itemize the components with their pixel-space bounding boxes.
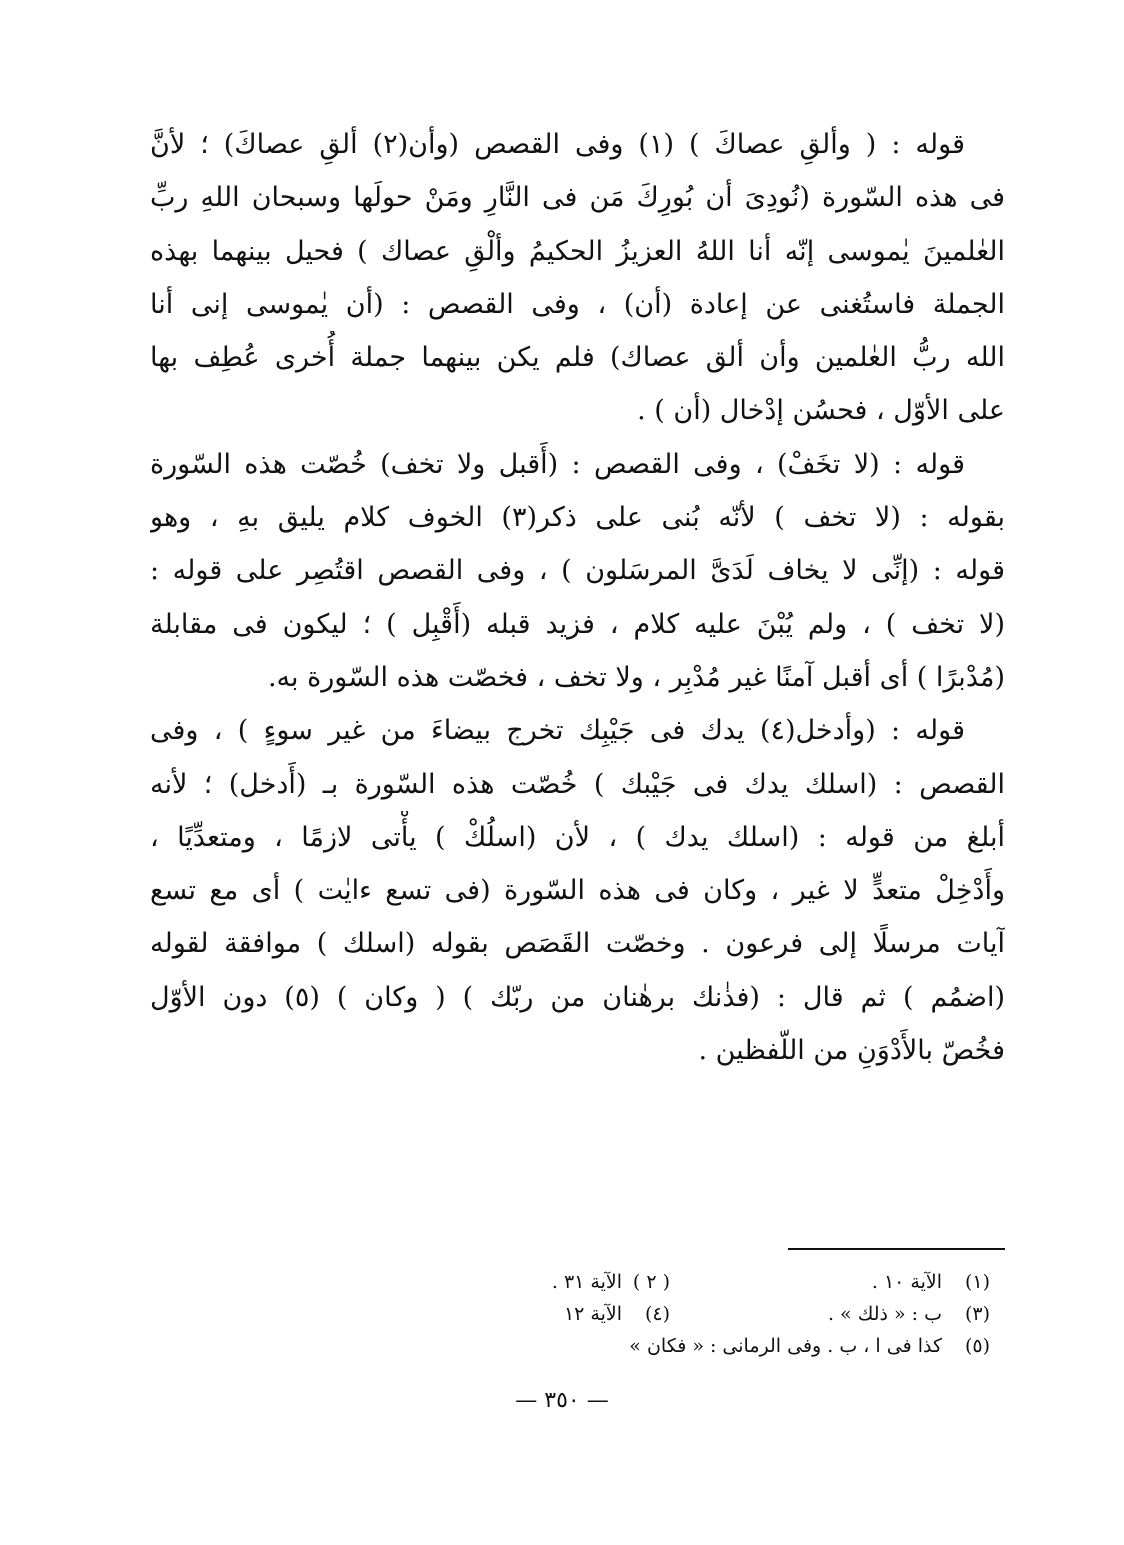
footnote-text: كذا فى ا ، ب . وفى الرمانى : « فكان » <box>629 1335 942 1357</box>
body-line: قوله : (إنِّى لا يخاف لَدَىَّ المرسَلون ) ، وفى القصص اقتُصِر على قوله : <box>150 555 1005 587</box>
footnotes <box>350 1266 990 1362</box>
footnote-4 <box>350 1298 670 1330</box>
body-line: الجملة فاستُغنى عن إعادة (أن) ، وفى القصص : (أن يٰموسى إنى أنا <box>150 288 1005 320</box>
footnote-number: (٤) <box>644 1303 670 1325</box>
footnote-number: ( ٢ ) <box>632 1271 670 1293</box>
footnote-row <box>350 1298 990 1330</box>
footnote-separator <box>788 1248 1005 1250</box>
footnote-number: (٣) <box>964 1303 990 1325</box>
body-line: أبلغ من قوله : (اسلك يدك ) ، لأن (اسلُكْ ) يأْتى لازمًا ، ومتعدِّيًا ، <box>150 821 1005 853</box>
footnote-2 <box>350 1266 670 1298</box>
body-line: آيات مرسلًا إلى فرعون . وخصّت القَصَص بقوله (اسلك ) موافقة لقوله <box>150 928 1005 960</box>
body-line: على الأوّل ، فحسُن إدْخال (أن ) . <box>637 395 1005 427</box>
page-number: — ٣٥٠ — <box>515 1388 609 1413</box>
body-line: فى هذه السّورة (نُودِىَ أن بُورِكَ مَن فى النَّارِ ومَنْ حولَها وسبحان اللهِ ربِّ <box>150 182 1005 214</box>
body-line: بقوله : (لا تخف ) لأنّه بُنى على ذكر(٣) الخوف كلام يليق بهِ ، وهو <box>150 502 1005 534</box>
footnote-text: الآية ٣١ . <box>551 1271 622 1293</box>
footnote-text: الآية ١٠ . <box>871 1271 942 1293</box>
body-line: القصص : (اسلك يدك فى جَيْبك ) خُصّت هذه السّورة بـ (أَدخل) ؛ لأنه <box>150 768 1005 800</box>
footnote-3 <box>670 1298 990 1330</box>
body-line: العٰلمينَ يٰموسى إنّه أنا اللهُ العزيزُ الحكيمُ وألْقِ عصاك ) فحيل بينهما بهذه <box>150 235 1005 267</box>
footnote-1 <box>670 1266 990 1298</box>
body-line: (مُدْبرًا ) أى أقبل آمنًا غير مُدْبِر ، ولا تخف ، فخصّت هذه السّورة به. <box>267 661 1005 693</box>
body-line: قوله : ( وألقِ عصاكَ ) (١) وفى القصص (وأن(٢) ألقِ عصاكَ) ؛ لأنَّ <box>150 129 965 160</box>
body-line: فخُصّ بالأَدْوَنِ من اللّفظين . <box>698 1035 1005 1067</box>
body-line: وأَدْخِلْ متعدٍّ لا غير ، وكان فى هذه السّورة (فى تسع ءايٰت ) أى مع تسع <box>150 875 1005 907</box>
footnote-number: (١) <box>964 1271 990 1293</box>
footnote-text: ب : « ذلك » . <box>827 1303 942 1325</box>
footnote-number: (٥) <box>964 1335 990 1357</box>
footnote-row <box>350 1330 990 1362</box>
footnote-row <box>350 1266 990 1298</box>
body-line: قوله : (لا تخَفْ) ، وفى القصص : (أَقبل ولا تخف) خُصّت هذه السّورة <box>150 448 965 480</box>
body-line: قوله : (وأدخل(٤) يدك فى جَيْبِك تخرج بيضاءَ من غير سوءٍ ) ، وفى <box>150 715 965 747</box>
body-text <box>150 118 1005 1077</box>
footnote-5 <box>350 1330 990 1362</box>
body-line: الله ربُّ العٰلمين وأن ألق عصاك) فلم يكن بينهما جملة أُخرى عُطِف بها <box>150 342 1005 374</box>
footnote-text: الآية ١٢ <box>563 1303 622 1325</box>
body-line: (اضمُم ) ثم قال : (فذٰنك برهٰنان من ربّك ) ( وكان ) (٥) دون الأوّل <box>150 981 1005 1013</box>
body-line: (لا تخف ) ، ولم يُبْنَ عليه كلام ، فزيد قبله (أَقْبِل ) ؛ ليكون فى مقابلة <box>150 608 1005 640</box>
